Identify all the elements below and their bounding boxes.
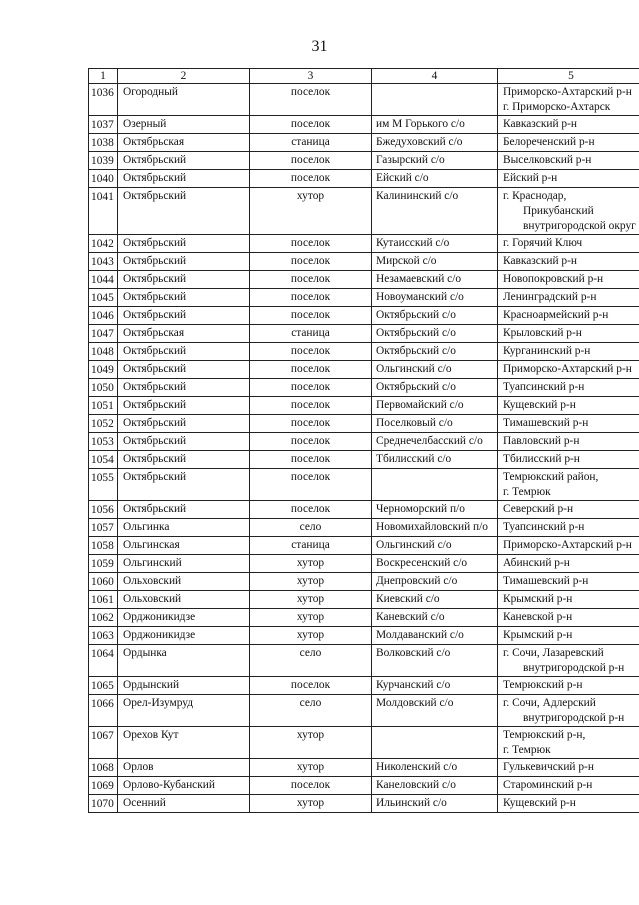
district-cell xyxy=(498,116,639,134)
settlement-name-cell: Орджоникидзе xyxy=(118,609,250,627)
settlement-name-cell: Орлов xyxy=(118,759,250,777)
district-line: Приморско-Ахтарский р-н xyxy=(503,539,632,551)
settlement-name-cell: Октябрьский xyxy=(118,397,250,415)
row-number-cell: 1042 xyxy=(89,235,118,253)
district-cell xyxy=(498,591,639,609)
settlement-type-cell: поселок xyxy=(250,379,372,397)
district-line: Новопокровский р-н xyxy=(503,273,604,285)
settlement-name-cell: Октябрьский xyxy=(118,253,250,271)
district-line: Крымский р-н xyxy=(503,593,573,605)
administrative-unit-cell: Ейский с/о xyxy=(372,170,498,188)
settlement-name-cell: Огородный xyxy=(118,84,250,116)
settlement-name-cell: Орджоникидзе xyxy=(118,627,250,645)
settlement-type-cell: поселок xyxy=(250,170,372,188)
district-line: г. Краснодар, xyxy=(503,190,567,202)
administrative-unit-cell: Днепровский с/о xyxy=(372,573,498,591)
column-header-1: 1 xyxy=(89,69,118,84)
row-number-cell: 1041 xyxy=(89,188,118,235)
district-cell xyxy=(498,727,639,759)
district-line: Кавказский р-н xyxy=(503,255,578,267)
table-row xyxy=(89,451,639,469)
district-line: Приморско-Ахтарский р-н xyxy=(503,363,632,375)
settlement-type-cell: станица xyxy=(250,325,372,343)
table-row xyxy=(89,537,639,555)
settlement-name-cell: Октябрьский xyxy=(118,379,250,397)
settlement-type-cell: станица xyxy=(250,537,372,555)
row-number-cell: 1050 xyxy=(89,379,118,397)
district-line: г. Темрюк xyxy=(503,486,551,498)
table-row xyxy=(89,188,639,235)
row-number-cell: 1039 xyxy=(89,152,118,170)
table-row xyxy=(89,519,639,537)
settlements-table xyxy=(88,68,639,813)
table-row xyxy=(89,469,639,501)
district-line: внутригородской р-н xyxy=(523,712,625,724)
table-row xyxy=(89,289,639,307)
district-cell xyxy=(498,289,639,307)
administrative-unit-cell: Черноморский п/о xyxy=(372,501,498,519)
district-line: Выселковский р-н xyxy=(503,154,592,166)
settlement-name-cell: Октябрьский xyxy=(118,170,250,188)
district-line: Курганинский р-н xyxy=(503,345,591,357)
district-cell xyxy=(498,759,639,777)
administrative-unit-cell: Николенский с/о xyxy=(372,759,498,777)
row-number-cell: 1064 xyxy=(89,645,118,677)
district-cell xyxy=(498,235,639,253)
settlement-type-cell: поселок xyxy=(250,433,372,451)
settlement-name-cell: Октябрьский xyxy=(118,433,250,451)
settlement-type-cell: хутор xyxy=(250,573,372,591)
table-row xyxy=(89,271,639,289)
administrative-unit-cell: Молдовский с/о xyxy=(372,695,498,727)
column-header-3: 3 xyxy=(250,69,372,84)
row-number-cell: 1054 xyxy=(89,451,118,469)
settlement-type-cell: хутор xyxy=(250,188,372,235)
administrative-unit-cell xyxy=(372,469,498,501)
settlement-name-cell: Орлово-Кубанский xyxy=(118,777,250,795)
administrative-unit-cell: Среднечелбасский с/о xyxy=(372,433,498,451)
district-cell xyxy=(498,361,639,379)
district-line: г. Приморско-Ахтарск xyxy=(503,101,611,113)
district-cell xyxy=(498,307,639,325)
row-number-cell: 1059 xyxy=(89,555,118,573)
settlement-name-cell: Октябрьская xyxy=(118,325,250,343)
table-row xyxy=(89,415,639,433)
district-cell xyxy=(498,519,639,537)
table-row xyxy=(89,397,639,415)
settlement-type-cell: хутор xyxy=(250,795,372,813)
settlement-name-cell: Орел-Изумруд xyxy=(118,695,250,727)
district-cell xyxy=(498,451,639,469)
district-line: Северский р-н xyxy=(503,503,574,515)
administrative-unit-cell: Волковский с/о xyxy=(372,645,498,677)
row-number-cell: 1055 xyxy=(89,469,118,501)
district-cell xyxy=(498,343,639,361)
district-cell xyxy=(498,573,639,591)
district-cell xyxy=(498,397,639,415)
administrative-unit-cell: Каневский с/о xyxy=(372,609,498,627)
administrative-unit-cell: Кутаисский с/о xyxy=(372,235,498,253)
district-cell xyxy=(498,501,639,519)
settlement-name-cell: Ольгинка xyxy=(118,519,250,537)
table-row xyxy=(89,795,639,813)
table-row xyxy=(89,501,639,519)
table-row xyxy=(89,627,639,645)
district-cell xyxy=(498,677,639,695)
column-header-2: 2 xyxy=(118,69,250,84)
settlement-name-cell: Октябрьский xyxy=(118,469,250,501)
row-number-cell: 1057 xyxy=(89,519,118,537)
administrative-unit-cell xyxy=(372,727,498,759)
row-number-cell: 1043 xyxy=(89,253,118,271)
administrative-unit-cell: Мирской с/о xyxy=(372,253,498,271)
settlement-type-cell: поселок xyxy=(250,451,372,469)
table-row xyxy=(89,727,639,759)
column-header-5: 5 xyxy=(498,69,639,84)
district-line: Темрюкский р-н xyxy=(503,679,583,691)
administrative-unit-cell: Канеловский с/о xyxy=(372,777,498,795)
table-row xyxy=(89,777,639,795)
settlement-name-cell: Октябрьский xyxy=(118,289,250,307)
district-line: внутригородской округ xyxy=(523,220,636,232)
column-header-4: 4 xyxy=(372,69,498,84)
administrative-unit-cell: Незамаевский с/о xyxy=(372,271,498,289)
row-number-cell: 1040 xyxy=(89,170,118,188)
district-cell xyxy=(498,537,639,555)
district-cell xyxy=(498,415,639,433)
table-row xyxy=(89,253,639,271)
settlement-type-cell: хутор xyxy=(250,727,372,759)
district-line: Крымский р-н xyxy=(503,629,573,641)
district-cell xyxy=(498,795,639,813)
district-line: Гулькевичский р-н xyxy=(503,761,594,773)
settlement-type-cell: поселок xyxy=(250,152,372,170)
settlement-name-cell: Октябрьский xyxy=(118,188,250,235)
settlement-name-cell: Ордынский xyxy=(118,677,250,695)
settlement-type-cell: поселок xyxy=(250,253,372,271)
settlement-name-cell: Ольховский xyxy=(118,591,250,609)
district-line: Кущевский р-н xyxy=(503,399,576,411)
administrative-unit-cell: Воскресенский с/о xyxy=(372,555,498,573)
district-line: Ленинградский р-н xyxy=(503,291,597,303)
administrative-unit-cell: Бжедуховский с/о xyxy=(372,134,498,152)
district-cell xyxy=(498,627,639,645)
row-number-cell: 1045 xyxy=(89,289,118,307)
district-line: Красноармейский р-н xyxy=(503,309,609,321)
row-number-cell: 1058 xyxy=(89,537,118,555)
row-number-cell: 1038 xyxy=(89,134,118,152)
district-line: Темрюкский район, xyxy=(503,471,599,483)
table-row xyxy=(89,379,639,397)
district-line: Темрюкский р-н, xyxy=(503,729,586,741)
administrative-unit-cell: Киевский с/о xyxy=(372,591,498,609)
row-number-cell: 1044 xyxy=(89,271,118,289)
settlement-type-cell: поселок xyxy=(250,343,372,361)
row-number-cell: 1062 xyxy=(89,609,118,627)
table-row xyxy=(89,609,639,627)
row-number-cell: 1068 xyxy=(89,759,118,777)
row-number-cell: 1067 xyxy=(89,727,118,759)
settlement-type-cell: поселок xyxy=(250,677,372,695)
district-cell xyxy=(498,170,639,188)
administrative-unit-cell: Новоуманский с/о xyxy=(372,289,498,307)
table-row xyxy=(89,695,639,727)
row-number-cell: 1046 xyxy=(89,307,118,325)
district-line: Кавказский р-н xyxy=(503,118,578,130)
table-body xyxy=(89,84,639,813)
administrative-unit-cell: Калининский с/о xyxy=(372,188,498,235)
district-cell xyxy=(498,555,639,573)
table-row xyxy=(89,591,639,609)
settlement-name-cell: Октябрьский xyxy=(118,415,250,433)
administrative-unit-cell: Ильинский с/о xyxy=(372,795,498,813)
settlement-name-cell: Ольгинский xyxy=(118,555,250,573)
district-cell xyxy=(498,609,639,627)
district-cell xyxy=(498,325,639,343)
administrative-unit-cell xyxy=(372,84,498,116)
settlement-name-cell: Октябрьский xyxy=(118,271,250,289)
district-cell xyxy=(498,84,639,116)
district-line: Крыловский р-н xyxy=(503,327,582,339)
settlement-name-cell: Октябрьский xyxy=(118,152,250,170)
district-line: Белореченский р-н xyxy=(503,136,595,148)
district-line: Абинский р-н xyxy=(503,557,570,569)
table-row xyxy=(89,645,639,677)
table-row xyxy=(89,555,639,573)
administrative-unit-cell: Ольгинский с/о xyxy=(372,537,498,555)
district-line: Туапсинский р-н xyxy=(503,381,585,393)
district-line: Прикубанский xyxy=(523,205,594,217)
district-line: г. Горячий Ключ xyxy=(503,237,583,249)
table-row xyxy=(89,433,639,451)
table-row xyxy=(89,134,639,152)
table-row xyxy=(89,152,639,170)
settlement-name-cell: Осенний xyxy=(118,795,250,813)
district-line: г. Сочи, Лазаревский xyxy=(503,647,604,659)
settlement-name-cell: Орехов Кут xyxy=(118,727,250,759)
row-number-cell: 1036 xyxy=(89,84,118,116)
row-number-cell: 1069 xyxy=(89,777,118,795)
settlement-name-cell: Октябрьский xyxy=(118,343,250,361)
settlement-type-cell: хутор xyxy=(250,627,372,645)
settlement-name-cell: Октябрьская xyxy=(118,134,250,152)
row-number-cell: 1049 xyxy=(89,361,118,379)
district-line: Тбилисский р-н xyxy=(503,453,580,465)
table-header-row xyxy=(89,69,639,84)
district-cell xyxy=(498,695,639,727)
administrative-unit-cell: Газырский с/о xyxy=(372,152,498,170)
settlement-type-cell: поселок xyxy=(250,307,372,325)
settlement-name-cell: Ольгинская xyxy=(118,537,250,555)
district-cell xyxy=(498,253,639,271)
district-cell xyxy=(498,645,639,677)
settlement-type-cell: поселок xyxy=(250,289,372,307)
administrative-unit-cell: Курчанский с/о xyxy=(372,677,498,695)
administrative-unit-cell: Ольгинский с/о xyxy=(372,361,498,379)
settlement-type-cell: поселок xyxy=(250,84,372,116)
administrative-unit-cell: Первомайский с/о xyxy=(372,397,498,415)
row-number-cell: 1063 xyxy=(89,627,118,645)
district-line: Павловский р-н xyxy=(503,435,580,447)
page-number: 31 xyxy=(311,38,328,55)
district-line: внутригородской р-н xyxy=(523,662,625,674)
settlement-type-cell: станица xyxy=(250,134,372,152)
table-row xyxy=(89,307,639,325)
settlement-type-cell: поселок xyxy=(250,469,372,501)
table-row xyxy=(89,325,639,343)
settlement-name-cell: Октябрьский xyxy=(118,501,250,519)
administrative-unit-cell: Новомихайловский п/о xyxy=(372,519,498,537)
administrative-unit-cell: Октябрьский с/о xyxy=(372,379,498,397)
district-line: г. Сочи, Адлерский xyxy=(503,697,596,709)
table-row xyxy=(89,573,639,591)
administrative-unit-cell: им М Горького с/о xyxy=(372,116,498,134)
district-cell xyxy=(498,469,639,501)
settlement-name-cell: Октябрьский xyxy=(118,361,250,379)
row-number-cell: 1047 xyxy=(89,325,118,343)
row-number-cell: 1066 xyxy=(89,695,118,727)
settlement-name-cell: Октябрьский xyxy=(118,235,250,253)
administrative-unit-cell: Поселковый с/о xyxy=(372,415,498,433)
district-cell xyxy=(498,777,639,795)
district-cell xyxy=(498,152,639,170)
settlement-name-cell: Октябрьский xyxy=(118,451,250,469)
settlement-type-cell: поселок xyxy=(250,777,372,795)
district-line: Кущевский р-н xyxy=(503,797,576,809)
row-number-cell: 1065 xyxy=(89,677,118,695)
settlement-name-cell: Октябрьский xyxy=(118,307,250,325)
district-cell xyxy=(498,134,639,152)
row-number-cell: 1053 xyxy=(89,433,118,451)
district-cell xyxy=(498,379,639,397)
table-row xyxy=(89,343,639,361)
row-number-cell: 1060 xyxy=(89,573,118,591)
table-row xyxy=(89,759,639,777)
district-line: Староминский р-н xyxy=(503,779,593,791)
administrative-unit-cell: Октябрьский с/о xyxy=(372,325,498,343)
row-number-cell: 1048 xyxy=(89,343,118,361)
settlement-type-cell: поселок xyxy=(250,271,372,289)
settlement-type-cell: хутор xyxy=(250,609,372,627)
district-cell xyxy=(498,188,639,235)
district-line: Тимашевский р-н xyxy=(503,575,589,587)
row-number-cell: 1037 xyxy=(89,116,118,134)
district-line: Приморско-Ахтарский р-н xyxy=(503,86,632,98)
district-line: Каневской р-н xyxy=(503,611,573,623)
row-number-cell: 1056 xyxy=(89,501,118,519)
settlement-name-cell: Ольховский xyxy=(118,573,250,591)
district-line: Туапсинский р-н xyxy=(503,521,585,533)
row-number-cell: 1070 xyxy=(89,795,118,813)
settlement-type-cell: хутор xyxy=(250,555,372,573)
district-cell xyxy=(498,271,639,289)
settlement-type-cell: поселок xyxy=(250,235,372,253)
settlement-type-cell: село xyxy=(250,519,372,537)
table-row xyxy=(89,235,639,253)
table-row xyxy=(89,170,639,188)
table-row xyxy=(89,677,639,695)
settlement-type-cell: поселок xyxy=(250,361,372,379)
settlement-name-cell: Озерный xyxy=(118,116,250,134)
settlement-name-cell: Ордынка xyxy=(118,645,250,677)
row-number-cell: 1052 xyxy=(89,415,118,433)
table-row xyxy=(89,361,639,379)
row-number-cell: 1061 xyxy=(89,591,118,609)
district-line: Ейский р-н xyxy=(503,172,558,184)
district-line: г. Темрюк xyxy=(503,744,551,756)
settlement-type-cell: село xyxy=(250,695,372,727)
settlement-type-cell: поселок xyxy=(250,415,372,433)
settlement-type-cell: поселок xyxy=(250,397,372,415)
district-line: Тимашевский р-н xyxy=(503,417,589,429)
settlement-type-cell: хутор xyxy=(250,759,372,777)
table-row xyxy=(89,116,639,134)
row-number-cell: 1051 xyxy=(89,397,118,415)
administrative-unit-cell: Тбилисский с/о xyxy=(372,451,498,469)
settlement-type-cell: село xyxy=(250,645,372,677)
administrative-unit-cell: Октябрьский с/о xyxy=(372,307,498,325)
settlement-type-cell: поселок xyxy=(250,501,372,519)
district-cell xyxy=(498,433,639,451)
administrative-unit-cell: Октябрьский с/о xyxy=(372,343,498,361)
administrative-unit-cell: Молдаванский с/о xyxy=(372,627,498,645)
settlement-type-cell: хутор xyxy=(250,591,372,609)
table-row xyxy=(89,84,639,116)
settlement-type-cell: поселок xyxy=(250,116,372,134)
